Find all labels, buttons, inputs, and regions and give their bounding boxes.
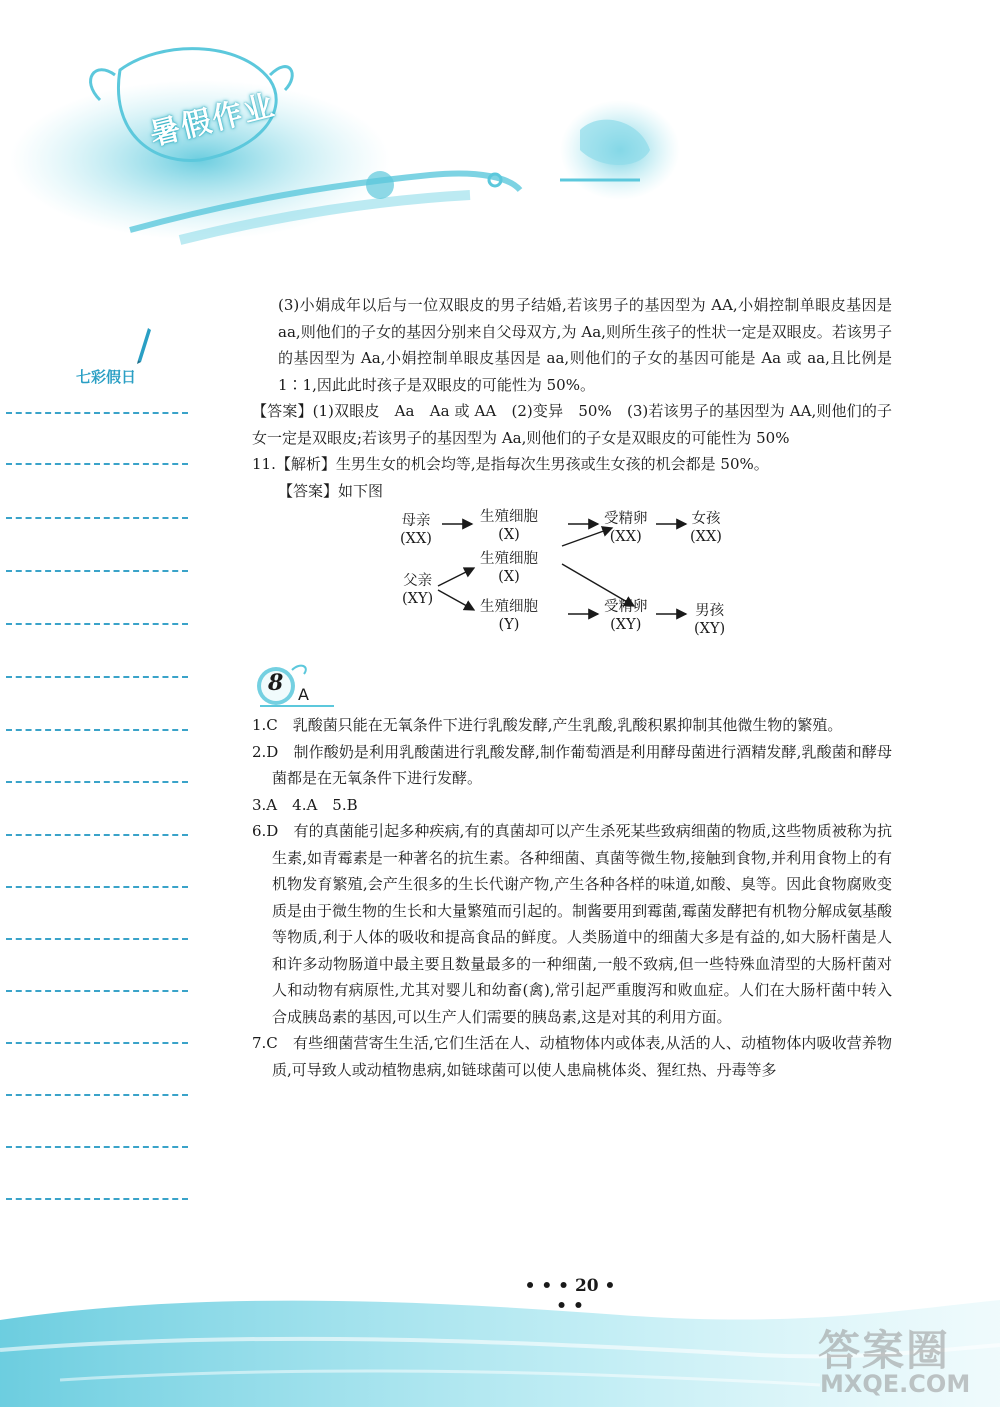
answer-item: 6.D 有的真菌能引起多种疾病,有的真菌却可以产生杀死某些致病细菌的物质,这些物质被称为抗生素,如青霉素是一种著名的抗生素。各种细菌、真菌等微生物,接触到食物,并利用食物上的有机物发育繁殖,会产生很多的生长代谢产物,产生各种各样的味道,如酸、臭等。因此食物腐败变质是由于微生物的生长和大量繁殖而引起的。制酱要用到霉菌,霉菌发酵把有机物分解成氨基酸等物质,利于人体的吸收和提高食品的鲜度。人类肠道中的细菌大多是有益的,如大肠杆菌是人和许多动物肠道中最主要且数量最多的一种细菌,一般不致病,但一些特殊血清型的大肠杆菌对人和动物有病原性,尤其对婴儿和幼畜(禽),常引起严重腹泻和败血症。人们在大肠杆菌中转入合成胰岛素的基因,可以生产人们需要的胰岛素,这是对其的利用方面。 [252,822,892,1026]
divider [6,1198,188,1200]
section-letter: A [298,685,309,704]
divider [6,834,188,836]
father-label: 父亲 (XY) [402,573,434,607]
section-number: 8 [268,670,284,696]
boy-label: 男孩 (XY) [694,603,726,637]
answer-item: 7.C 有些细菌营寄生生活,它们生活在人、动植物体内或体表,从活的人、动植物体内吸收营养物质,可导致人或动植物患病,如链球菌可以使人患扁桃体炎、猩红热、丹毒等多 [252,1034,892,1079]
pen-icon [134,322,152,364]
watermark-url: MXQE.COM [820,1370,971,1398]
diagram-arrows [252,506,892,654]
divider [6,1042,188,1044]
answer-item: 1.C 乳酸菌只能在无氧条件下进行乳酸发酵,产生乳酸,乳酸积累抑制其他微生物的繁殖。 [252,716,843,734]
analysis-paragraph: 11.【解析】生男生女的机会均等,是指每次生男孩或生女孩的机会都是 50%。 [252,455,769,473]
section-8-heading [252,660,892,710]
germ-cell-1: 生殖细胞 (X) [480,509,538,543]
header-decoration [0,0,700,250]
mother-label: 母亲 (XX) [400,513,432,547]
divider [6,463,188,465]
germ-cell-2: 生殖细胞 (X) [480,551,538,585]
answer-item: 3.A 4.A 5.B [252,795,358,814]
page-number: • • • 20 • • • [524,1276,616,1316]
girl-label: 女孩 (XX) [690,511,722,545]
zygote-2: 受精卵 (XY) [604,599,648,633]
answer-content [252,292,892,1083]
divider [6,1094,188,1096]
divider [6,990,188,992]
divider [6,1146,188,1148]
header-title: 暑假作业 [146,87,280,153]
answer-item: 2.D 制作酸奶是利用乳酸菌进行乳酸发酵,制作葡萄酒是利用酵母菌进行酒精发酵,乳酸菌和酵母菌都是在无氧条件下进行发酵。 [252,742,892,787]
divider [6,676,188,678]
section-badge-icon [252,660,342,710]
sidebar-label: 七彩假日 [76,368,137,386]
divider [6,517,188,519]
watermark-logo: 答案圈 [818,1326,951,1375]
divider [6,886,188,888]
germ-cell-3: 生殖细胞 (Y) [480,599,538,633]
zygote-1: 受精卵 (XX) [604,511,648,545]
divider [6,570,188,572]
divider [6,781,188,783]
answer-label: 【答案】如下图 [278,481,384,500]
paragraph: (3)小娟成年以后与一位双眼皮的男子结婚,若该男子的基因型为 AA,小娟控制单眼皮基因是 aa,则他们的子女的基因分别来自父母双方,为 Aa,则所生孩子的性状一定是双眼皮。若该男子的基因型为 Aa,小娟控制单眼皮基因是 aa,则他们的子女的基因可能是 Aa 或 aa,且比例是 1∶1,因此此时孩子是双眼皮的可能性为 50%。 [278,296,892,394]
divider [6,938,188,940]
divider [6,412,188,414]
divider [6,729,188,731]
answer-paragraph: 【答案】(1)双眼皮 Aa Aa 或 AA (2)变异 50% (3)若该男子的基因型为 AA,则他们的子女一定是双眼皮;若该男子的基因型为 Aa,则他们的子女是双眼皮的可能性为 50% [252,402,892,447]
divider [6,623,188,625]
inheritance-diagram [252,506,892,654]
